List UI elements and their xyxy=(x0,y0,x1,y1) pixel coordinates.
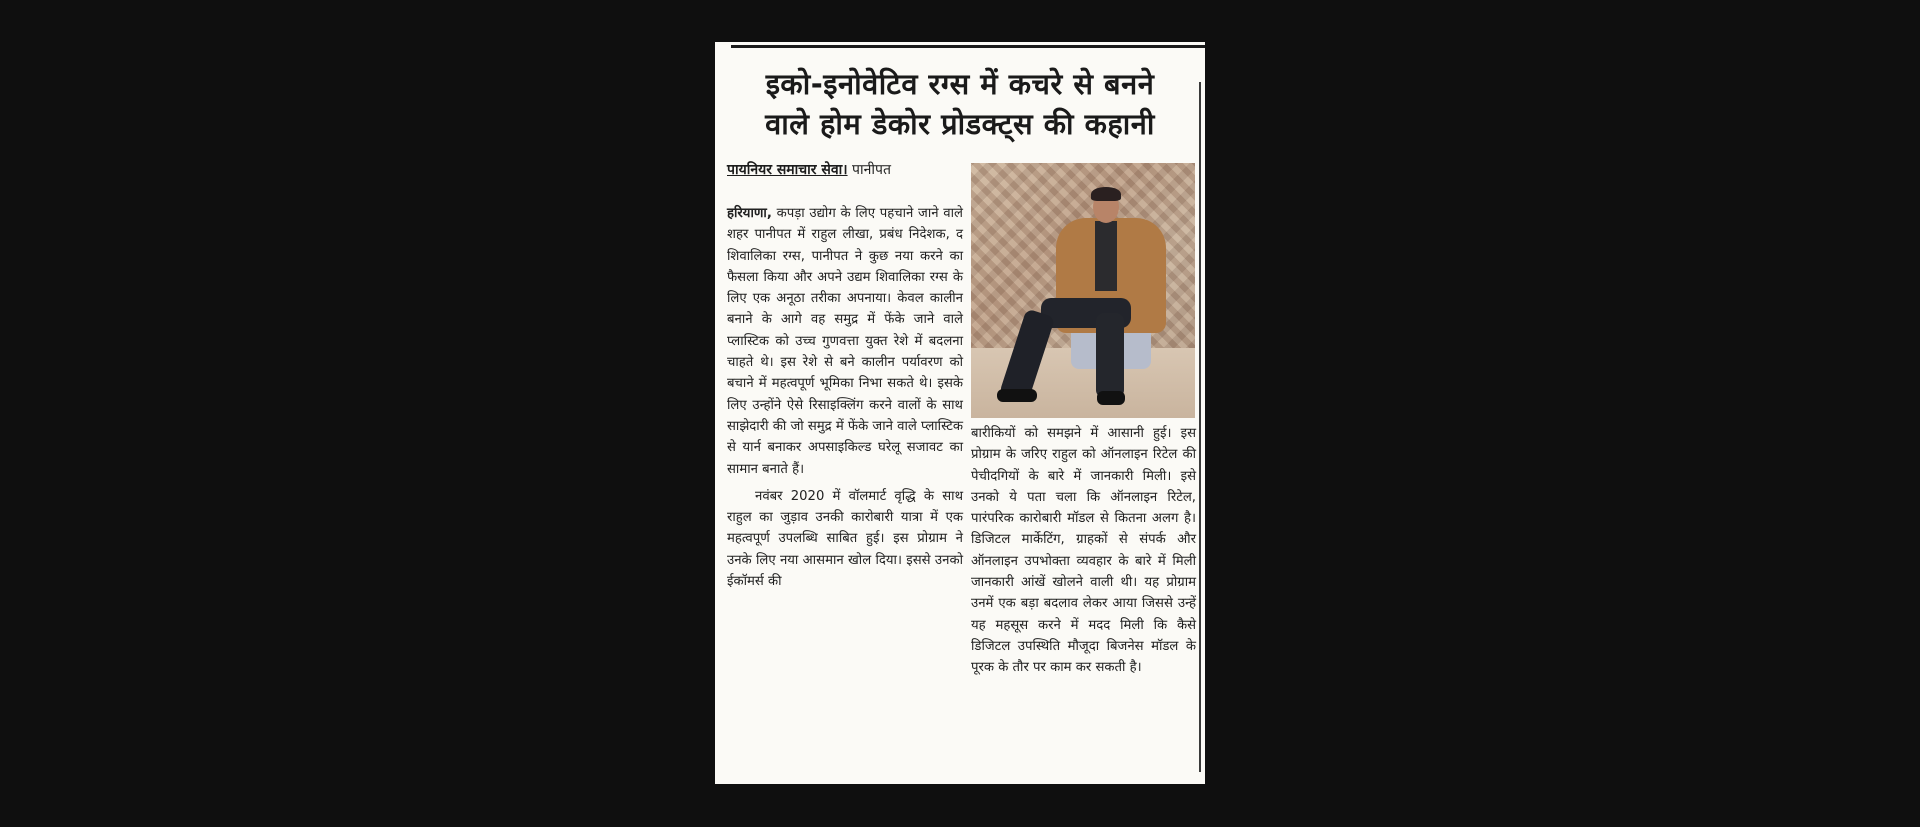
right-rule xyxy=(1199,82,1201,772)
paragraph-2: नवंबर 2020 में वॉलमार्ट वृद्धि के साथ राहुल का जुड़ाव उनकी कारोबारी यात्रा में एक महत्वपूर्ण उपलब्धि साबित हुई। इस प्रोग्राम ने उनके लिए नया आसमान खोल दिया। इससे उनको ईकॉमर्स की xyxy=(727,488,963,590)
byline-agency: पायनियर समाचार सेवा। xyxy=(727,162,848,178)
headline-line-1: इको-इनोवेटिव रग्स में कचरे से बनने xyxy=(765,67,1155,101)
person-shoe-right xyxy=(1097,391,1125,405)
person-shoe-left xyxy=(997,389,1037,402)
top-rule xyxy=(731,45,1205,48)
byline xyxy=(727,160,891,179)
article-column-1 xyxy=(727,203,963,592)
headline xyxy=(725,64,1195,144)
paragraph-1 xyxy=(727,203,963,480)
person-leg-right xyxy=(1096,313,1124,398)
headline-line-2: वाले होम डेकोर प्रोडक्ट्स की कहानी xyxy=(765,107,1155,141)
article-photo xyxy=(971,163,1195,418)
paragraph-3: बारीकियों को समझने में आसानी हुई। इस प्रोग्राम के जरिए राहुल को ऑनलाइन रिटेल की पेचीदगियों के बारे में जानकारी मिली। इसे उनको ये पता चला कि ऑनलाइन रिटेल, पारंपरिक कारोबारी मॉडल से कितना अलग है। डिजिटल मार्केटिंग, ग्राहकों से संपर्क और ऑनलाइन उपभोक्ता व्यवहार के बारे में मिली जानकारी आंखें खोलने वाली थी। यह प्रोग्राम उनमें एक बड़ा बदलाव लेकर आया जिससे उन्हें यह महसूस करने में मदद मिली कि कैसे डिजिटल उपस्थिति मौजूदा बिजनेस मॉडल के पूरक के तौर पर काम कर सकती है। xyxy=(971,426,1196,676)
person-hair xyxy=(1091,187,1121,201)
person-scarf xyxy=(1095,221,1117,291)
article-column-2 xyxy=(971,423,1196,679)
byline-place: पानीपत xyxy=(852,162,891,178)
paragraph-1-text: कपड़ा उद्योग के लिए पहचाने जाने वाले शहर पानीपत में राहुल लीखा, प्रबंध निदेशक, द शिवालिका रग्स, पानीपत ने कुछ नया करने का फैसला किया और अपने उद्यम शिवालिका रग्स के लिए एक अनूठा तरीका अपनाया। केवल कालीन बनाने के आगे वह समुद्र में फेंके जाने वाले प्लास्टिक को उच्च गुणवत्ता युक्त रेशे में बदलना चाहते थे। इस रेशे से बने कालीन पर्यावरण को बचाने में महत्वपूर्ण भूमिका निभा सकते थे। इसके लिए उन्होंने ऐसे रिसाइक्लिंग करने वालों के साथ साझेदारी की जो समुद्र में फेंके जाने वाले प्लास्टिक से यार्न बनाकर अपसाइकिल्ड घरेलू सजावट का सामान बनाते हैं। xyxy=(727,206,963,477)
newspaper-clipping xyxy=(715,42,1205,784)
dateline: हरियाणा, xyxy=(727,206,772,221)
